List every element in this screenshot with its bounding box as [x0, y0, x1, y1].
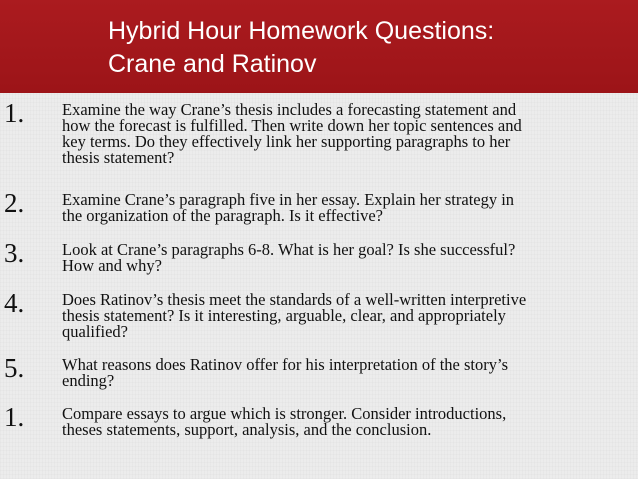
- question-text: [62, 192, 622, 224]
- slide-title: [108, 15, 628, 81]
- question-number: 4.: [4, 288, 25, 318]
- question-number: 2.: [4, 188, 25, 218]
- question-number: 3.: [4, 238, 25, 268]
- question-line: key terms. Do they effectively link her supporting paragraphs to her: [62, 132, 511, 151]
- question-line: Does Ratinov’s thesis meet the standards of a well-written interpretive: [62, 290, 527, 309]
- question-line: Look at Crane’s paragraphs 6-8. What is her goal? Is she successful?: [62, 240, 516, 259]
- question-line: the organization of the paragraph. Is it effective?: [62, 206, 384, 225]
- question-text: [62, 357, 622, 389]
- question-line: thesis statement? Is it interesting, arguable, clear, and appropriately: [62, 306, 506, 325]
- title-bar: [0, 0, 638, 93]
- question-number: 5.: [4, 353, 25, 383]
- question-line: theses statements, support, analysis, and the conclusion.: [62, 420, 432, 439]
- question-line: Examine the way Crane’s thesis includes a forecasting statement and: [62, 100, 517, 119]
- question-line: Compare essays to argue which is stronger. Consider introductions,: [62, 404, 507, 423]
- question-line: ending?: [62, 371, 115, 390]
- question-list: [0, 93, 638, 479]
- question-number: 1.: [4, 402, 25, 432]
- question-text: [62, 292, 622, 340]
- question-line: how the forecast is fulfilled. Then write down her topic sentences and: [62, 116, 522, 135]
- question-text: [62, 242, 622, 274]
- question-text: [62, 406, 622, 438]
- question-line: qualified?: [62, 322, 128, 341]
- question-number: 1.: [4, 98, 25, 128]
- question-line: How and why?: [62, 256, 162, 275]
- question-line: thesis statement?: [62, 148, 175, 167]
- title-line-1: Hybrid Hour Homework Questions:: [108, 17, 495, 45]
- question-line: Examine Crane’s paragraph five in her essay. Explain her strategy in: [62, 190, 515, 209]
- question-text: [62, 102, 622, 166]
- title-line-2: Crane and Ratinov: [108, 50, 317, 78]
- question-line: What reasons does Ratinov offer for his interpretation of the story’s: [62, 355, 508, 374]
